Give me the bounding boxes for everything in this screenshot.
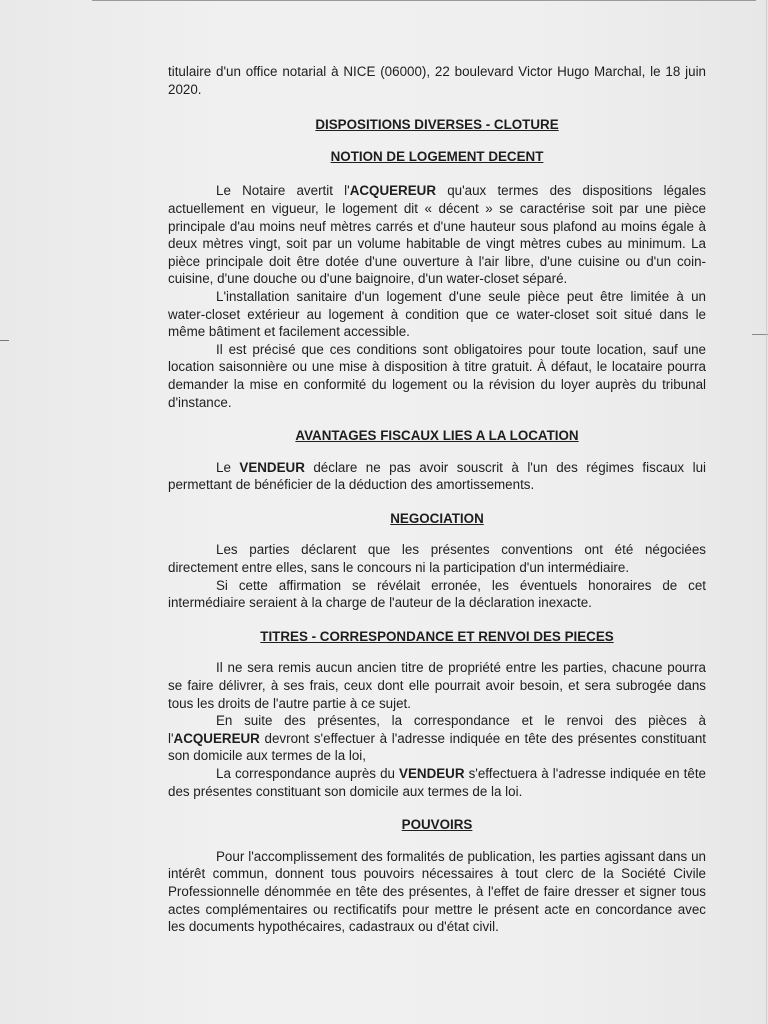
scan-right-edge	[766, 0, 767, 1024]
titres-p2-acquereur: ACQUEREUR	[173, 730, 260, 746]
scan-top-edge	[92, 0, 756, 1]
logement-p1-text-b: qu'aux termes des dispositions légales actuellement en vigueur, le logement dit « décent » se caractérise soit par une pièce principale d'au moins neuf mètres carrés et d'une hauteur sous plafond au moins égale à deux mètres vingt, soit par un volume habitable de vingt mètres cubes au minimum. La pièce principale doit être dotée d'une ouverture à l'air libre, d'une cuisine ou d'un coin-cuisine, d'une douche ou d'une baignoire, d'un water-closet séparé.	[168, 183, 706, 287]
pouvoirs-paragraph-1: Pour l'accomplissement des formalités de publication, les parties agissant dans un intérêt commun, donnent tous pouvoirs nécessaires à tout clerc de la Société Civile Professionnelle dénommée en tête des présentes, à l'effet de faire dresser et signer tous actes complémentaires ou rectificatifs pour mettre le présent acte en concordance avec les documents hypothécaires, cadastraux ou d'état civil.	[168, 848, 706, 935]
document-body	[168, 63, 706, 936]
heading-logement-decent: NOTION DE LOGEMENT DECENT	[330, 148, 544, 164]
titres-paragraph-2	[168, 712, 706, 765]
titres-p3-text-a: La correspondance auprès du	[216, 766, 400, 781]
avantages-p1-text-b: déclare ne pas avoir souscrit à l'un des régimes fiscaux lui permettant de bénéficier de la déduction des amortissements.	[168, 459, 706, 493]
titres-paragraph-3	[168, 765, 706, 800]
titres-p2-text-a: En suite des présentes, la correspondance et le renvoi des pièces à l'	[168, 713, 706, 746]
heading-pouvoirs: POUVOIRS	[401, 817, 473, 833]
heading-negociation: NEGOCIATION	[390, 510, 484, 526]
heading-dispositions: DISPOSITIONS DIVERSES - CLOTURE	[315, 117, 559, 133]
titres-p3-text-b: s'effectuera à l'adresse indiquée en tête des présentes constituant son domicile aux termes de la loi.	[168, 766, 706, 799]
avantages-p1-text-a: Le	[216, 459, 240, 475]
avantages-paragraph-1	[168, 459, 706, 494]
logement-paragraph-1	[168, 182, 706, 288]
titres-p3-vendeur: VENDEUR	[399, 766, 465, 781]
heading-titres: TITRES - CORRESPONDANCE ET RENVOI DES PIECES	[260, 628, 614, 644]
intro-paragraph: titulaire d'un office notarial à NICE (06000), 22 boulevard Victor Hugo Marchal, le 18 juin 2020.	[168, 64, 706, 97]
heading-avantages-fiscaux: AVANTAGES FISCAUX LIES A LA LOCATION	[295, 428, 579, 444]
titres-paragraph-1: Il ne sera remis aucun ancien titre de propriété entre les parties, chacune pourra se faire délivrer, à ses frais, ceux dont elle pourrait avoir besoin, et sera subrogée dans tous les droits de l'autre partie à ce sujet.	[168, 660, 706, 711]
titres-p2-text-b: devront s'effectuer à l'adresse indiquée en tête des présentes constituant son domicile aux termes de la loi,	[168, 730, 706, 764]
negociation-paragraph-2: Si cette affirmation se révélait erronée, les éventuels honoraires de cet intermédiaire seraient à la charge de l'auteur de la déclaration inexacte.	[168, 577, 706, 611]
avantages-p1-vendeur: VENDEUR	[239, 459, 305, 475]
negociation-paragraph-1: Les parties déclarent que les présentes conventions ont été négociées directement entre elles, sans le concours ni la participation d'un intermédiaire.	[168, 542, 706, 576]
scan-margin-mark-left	[0, 340, 9, 341]
logement-p1-text-a: Le Notaire avertit l'	[216, 183, 350, 199]
logement-paragraph-3: Il est précisé que ces conditions sont obligatoires pour toute location, sauf une location saisonnière ou une mise à disposition à titre gratuit. À défaut, le locataire pourra demander la mise en conformité du logement ou la révision du loyer auprès du tribunal d'instance.	[168, 341, 706, 410]
logement-p1-acquereur: ACQUEREUR	[349, 183, 436, 199]
logement-paragraph-2: L'installation sanitaire d'un logement d'une seule pièce peut être limitée à un water-closet extérieur au logement à condition que ce water-closet soit situé dans le même bâtiment et facilement accessible.	[168, 288, 706, 340]
